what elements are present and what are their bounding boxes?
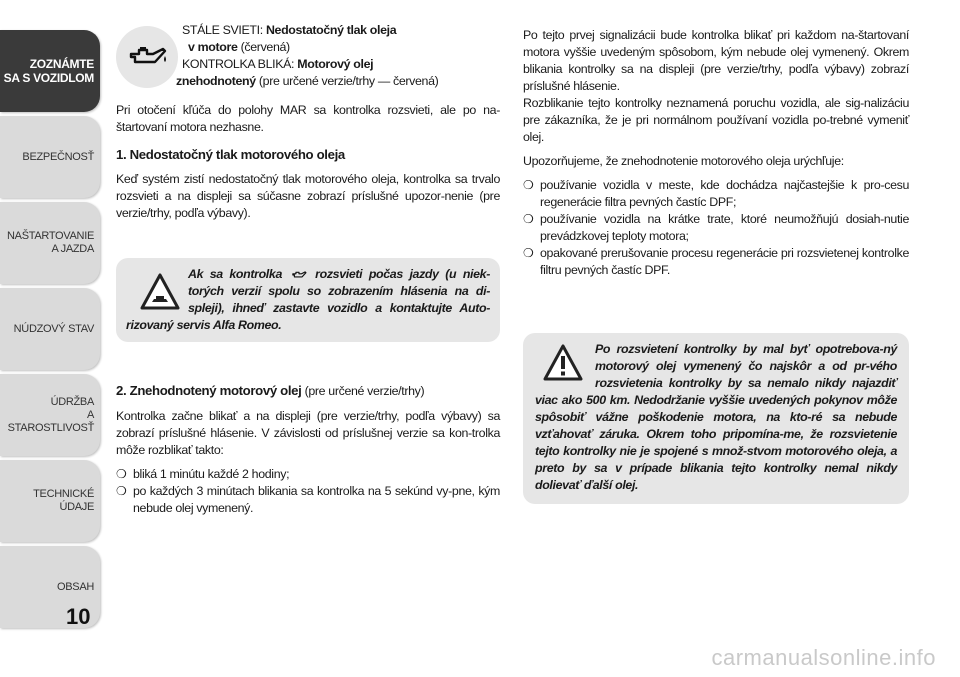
section-2-heading: 2. Znehodnotený motorový olej (pre určené verzie/trhy) bbox=[116, 383, 425, 398]
tab-label: ZOZNÁMTE SA S VOZIDLOM bbox=[3, 57, 94, 85]
tab-label: BEZPEČNOSŤ bbox=[22, 150, 94, 163]
oil-pressure-icon bbox=[116, 26, 178, 88]
tab-nastartovanie-a-jazda[interactable] bbox=[0, 202, 100, 284]
warning-text: Po rozsvietení kontrolky by mal byť opotrebova-ný motorový olej vymenený čo najskôr a od pr-vého rozsvietenia kontrolky by sa nemalo nikdy najazdiť viac ako 500 km. Nedodržanie vyššie uvedených pokynov môže spôsobiť vážne poškodenie motora, na kto-ré sa nebude vzťahovať záruka. Okrem toho pripomína-me, že rozsvietenie tejto kontrolky nie je spojené s množ-stvom motorového oleja, a preto by sa v prípade blikania tejto kontrolky nemal nikdy dolievať ďalší olej. bbox=[535, 342, 897, 492]
section-1-heading: 1. Nedostatočný tlak motorového oleja bbox=[116, 147, 345, 162]
blink-pattern-list bbox=[116, 466, 500, 517]
list-item: ❍ používanie vozidla na krátke trate, ktoré neumožňujú dosiah-nutie prevádzkovej teploty motora; bbox=[523, 211, 909, 245]
list-item: ❍ opakované prerušovanie procesu regenerácie pri rozsvietenej kontrolke filtru pevných častíc DPF. bbox=[523, 245, 909, 279]
intro-paragraph: Pri otočení kľúča do polohy MAR sa kontrolka rozsvieti, ale po na-štartovaní motora nezhasne. bbox=[116, 103, 500, 134]
tab-label: ÚDRŽBA A STAROSTLIVOSŤ bbox=[7, 395, 94, 434]
warning-light-title: STÁLE SVIETI: Nedostatočný tlak oleja v motore (červená) KONTROLKA BLIKÁ: Motorový olej znehodnotený (pre určené verzie/trhy — červená) bbox=[176, 23, 439, 88]
tab-zoznamte-sa-s-vozidlom[interactable] bbox=[0, 30, 100, 112]
chapter-sidebar bbox=[0, 0, 102, 677]
left-column bbox=[116, 22, 500, 517]
tab-label: NAŠTARTOVANIE A JAZDA bbox=[7, 230, 94, 255]
warning-triangle-icon bbox=[140, 270, 180, 314]
paragraph-signal: Po tejto prvej signalizácii bude kontrolka blikať pri každom na-štartovaní motora vyššie uvedeným spôsobom, kým nebude olej vymenený. Okrem blikania kontrolky sa na displeji (pre verzie/trhy, podľa výbavy) zobrazí príslušné hlásenie. bbox=[523, 28, 909, 93]
warning-exclamation-icon bbox=[543, 341, 583, 385]
tab-label: TECHNICKÉ ÚDAJE bbox=[33, 488, 94, 513]
paragraph-degradation: Upozorňujeme, že znehodnotenie motorového oleja urýchľuje: bbox=[523, 154, 844, 168]
tab-label: NÚDZOVÝ STAV bbox=[13, 322, 94, 335]
warning-box-oil-change bbox=[523, 333, 909, 504]
tab-technicke-udaje[interactable] bbox=[0, 460, 100, 542]
list-item: ❍ po každých 3 minútach blikania sa kontrolka na 5 sekúnd vy-pne, kým nebude olej vymenený. bbox=[116, 483, 500, 517]
tab-udrzba-a-starostlivost[interactable] bbox=[0, 374, 100, 456]
watermark: carmanualsonline.info bbox=[711, 645, 936, 670]
tab-bezpecnost[interactable] bbox=[0, 116, 100, 198]
tab-nudzovy-stav[interactable] bbox=[0, 288, 100, 370]
list-item: ❍ bliká 1 minútu každé 2 hodiny; bbox=[116, 466, 500, 483]
oil-can-inline-icon bbox=[289, 270, 309, 280]
warning-text-end: rozsvieti počas jazdy (u niek-torých verzií spolu so zobrazením hlásenia na di-spleji), ihneď zastavte vozidlo a kontaktujte Auto-rizovaný servis Alfa Romeo. bbox=[126, 267, 490, 332]
paragraph-not-fault: Rozblikanie tejto kontrolky neznamená poruchu vozidla, ale sig-nalizáciu pre zákazníka, že je pri normálnom používaní vozidla po-trebné vymeniť olej. bbox=[523, 96, 909, 144]
degradation-causes-list bbox=[523, 177, 909, 279]
section-1-text: Keď systém zistí nedostatočný tlak motorového oleja, kontrolka sa trvalo rozsvieti a na displeji sa súčasne zobrazí príslušné upozor-nenie (pre verzie/trhy, podľa výbavy). bbox=[116, 172, 500, 220]
section-2-text: Kontrolka začne blikať a na displeji (pre verzie/trhy, podľa výbavy) sa zobrazí príslušné hlásenie. V závislosti od príslušnej verzie sa kon-trolka môže rozblikať takto: bbox=[116, 409, 500, 457]
tab-label: OBSAH bbox=[56, 580, 94, 593]
right-column bbox=[523, 27, 909, 504]
warning-box-stop-vehicle bbox=[116, 258, 500, 342]
list-item: ❍ používanie vozidla v meste, kde dochádza najčastejšie k pro-cesu regenerácie filtra pevných častíc DPF; bbox=[523, 177, 909, 211]
warning-text-start: Ak sa kontrolka bbox=[188, 267, 289, 281]
page-number: 10 bbox=[66, 604, 91, 629]
warning-light-heading bbox=[116, 22, 500, 102]
